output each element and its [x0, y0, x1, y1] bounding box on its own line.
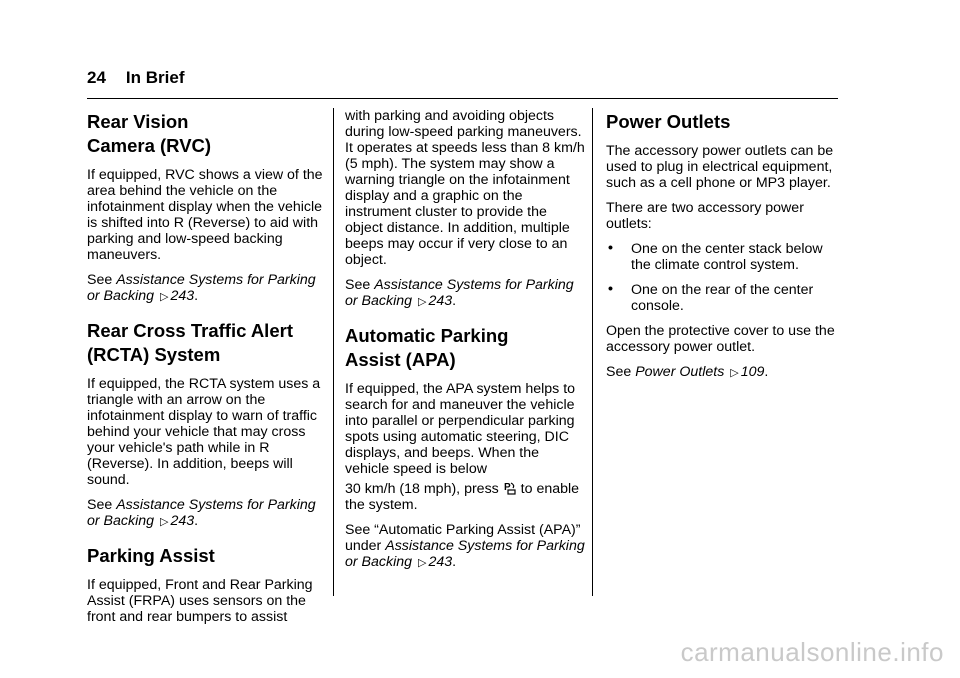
power-outlets-body-3: Open the protective cover to use the accessory power outlet.	[606, 323, 835, 355]
reference-arrow-icon: ▷	[159, 291, 169, 303]
page-number: 24	[87, 68, 106, 87]
rvc-body: If equipped, RVC shows a view of the area behind the vehicle on the infotainment display when the vehicle is shifted into R (Reverse) to aid with parking and low-speed backing maneuvers.	[87, 167, 323, 263]
apa-page-ref[interactable]: 243	[428, 554, 453, 570]
power-outlets-body-2: There are two accessory power outlets:	[606, 200, 804, 232]
apa-body: If equipped, the APA system helps to search for and maneuver the vehicle into parallel or perpendicular parking spots using automatic steering, DIC displays, and beeps. When the vehicle speed is below	[345, 381, 576, 477]
reference-arrow-icon: ▷	[159, 516, 169, 528]
rcta-page-ref[interactable]: 243	[170, 513, 195, 529]
parking-assist-heading: Parking Assist	[87, 545, 215, 566]
rcta-body: If equipped, the RCTA system uses a triangle with an arrow on the infotainment display to warn of traffic behind your vehicle that may cross your vehicle's path while in R (Reverse). In addition, beeps will sound.	[87, 376, 321, 488]
bullet-icon: •	[608, 281, 613, 297]
list-item: • One on the center stack below the climate control system.	[608, 240, 823, 273]
rcta-reference-link[interactable]: Assistance Systems for Parking or Backing	[87, 497, 316, 529]
svg-text:P: P	[503, 482, 511, 493]
rcta-heading: Rear Cross Traffic Alert (RCTA) System	[87, 320, 293, 365]
apa-speed-line: 30 km/h (18 mph), press P to enable the system.	[345, 481, 580, 513]
reference-arrow-icon: ▷	[730, 367, 739, 379]
parking-assist-continued: with parking and avoiding objects during low-speed parking maneuvers. It operates at speeds less than 8 km/h (5 mph). The system may show a warning triangle on the infotainment display and a graphic on the instrument cluster to provide the object distance. In addition, multiple beeps may occur if very close to an object.	[345, 108, 585, 268]
column-divider-2	[592, 108, 593, 596]
list-item: • One on the rear of the center console.	[608, 281, 814, 314]
reference-arrow-icon: ▷	[417, 296, 427, 308]
apa-see-reference: See “Automatic Parking Assist (APA)” under Assistance Systems for Parking or Backing ▷ 243.	[345, 522, 585, 570]
column-3	[606, 108, 842, 390]
reference-arrow-icon: ▷	[417, 557, 427, 569]
pa-see-reference: See Assistance Systems for Parking or Backing ▷ 243.	[345, 277, 574, 309]
rvc-see-reference: See Assistance Systems for Parking or Backing ▷ 243.	[87, 272, 316, 304]
parking-assist-icon	[504, 481, 516, 495]
pa-page-ref[interactable]: 243	[428, 293, 453, 309]
po-see-reference: See Power Outlets ▷ 109.	[606, 364, 769, 380]
rvc-heading: Rear Vision Camera (RVC)	[87, 111, 212, 156]
apa-reference-link[interactable]: Assistance Systems for Parking or Backing	[345, 538, 585, 570]
watermark: carmanualsonline.info	[680, 637, 944, 667]
column-divider-1	[333, 108, 334, 596]
pa-reference-link[interactable]: Assistance Systems for Parking or Backing	[345, 277, 574, 309]
power-outlets-body-1: The accessory power outlets can be used to plug in electrical equipment, such as a cell phone or MP3 player.	[606, 143, 834, 191]
parking-assist-body: If equipped, Front and Rear Parking Assist (FRPA) uses sensors on the front and rear bumpers to assist	[87, 577, 313, 625]
page-header	[87, 68, 184, 88]
section-title: In Brief	[125, 68, 185, 87]
bullet-icon: •	[608, 240, 613, 256]
power-outlets-heading: Power Outlets	[606, 111, 731, 132]
outlet-list	[606, 241, 842, 314]
po-reference-link[interactable]: Power Outlets	[635, 364, 725, 380]
po-page-ref[interactable]: 109	[740, 364, 765, 380]
column-1	[87, 108, 327, 634]
rcta-see-reference: See Assistance Systems for Parking or Backing ▷ 243.	[87, 497, 316, 529]
column-2	[345, 108, 585, 580]
rvc-page-ref[interactable]: 243	[170, 288, 195, 304]
apa-heading: Automatic Parking Assist (APA)	[345, 325, 509, 370]
rvc-reference-link[interactable]: Assistance Systems for Parking or Backing	[87, 272, 316, 304]
header-rule	[87, 98, 838, 99]
